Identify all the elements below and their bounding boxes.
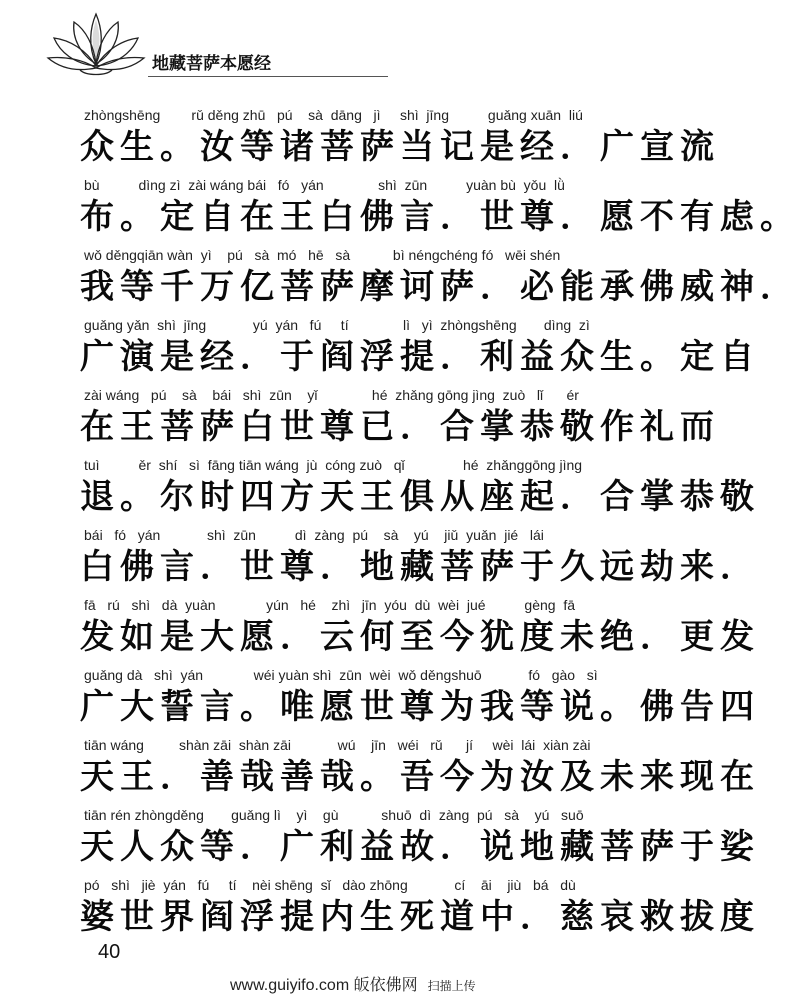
text-line xyxy=(0,244,800,314)
footer-watermark xyxy=(230,972,476,995)
chinese-line: 众生。汝等诸菩萨当记是经．广宣流 xyxy=(80,127,720,167)
chinese-line: 广演是经．于阎浮提．利益众生。定自 xyxy=(80,337,760,377)
pinyin-line: wǒ děngqiān wàn yì pú sà mó hē sà bì néngchéng fó wēi shén xyxy=(84,247,561,263)
text-line xyxy=(0,104,720,174)
chinese-line: 布。定自在王白佛言．世尊．愿不有虑。 xyxy=(80,197,800,237)
page-header xyxy=(0,0,705,90)
text-line xyxy=(0,454,760,524)
pinyin-line: zài wáng pú sà bái shì zūn yǐ hé zhǎng gōng jìng zuò lǐ ér xyxy=(84,387,579,403)
text-line xyxy=(0,314,760,384)
book-title: 地藏菩萨本愿经 xyxy=(152,54,271,74)
pinyin-line: tuì ěr shí sì fāng tiān wáng jù cóng zuò qǐ hé zhǎnggōng jìng xyxy=(84,457,583,473)
pinyin-line: zhòngshēng rǔ děng zhū pú sà dāng jì shì jīng guǎng xuān liú xyxy=(84,107,583,123)
text-line xyxy=(0,734,760,804)
pinyin-line: bù dìng zì zài wáng bái fó yán shì zūn yuàn bù yǒu lǜ xyxy=(84,177,565,193)
text-line xyxy=(0,524,760,594)
footer-upload-note: 扫描上传 xyxy=(427,979,476,993)
chinese-line: 白佛言．世尊．地藏菩萨于久远劫来． xyxy=(80,547,760,587)
pinyin-line: pó shì jiè yán fú tí nèi shēng sǐ dào zhōng cí āi jiù bá dù xyxy=(84,877,576,893)
lotus-icon xyxy=(40,6,152,82)
chinese-line: 在王菩萨白世尊已．合掌恭敬作礼而 xyxy=(80,407,720,447)
page-number: 40 xyxy=(98,941,121,963)
chinese-line: 广大誓言。唯愿世尊为我等说。佛告四 xyxy=(80,687,760,727)
text-line xyxy=(0,874,760,944)
chinese-line: 天人众等．广利益故．说地藏菩萨于娑 xyxy=(80,827,760,867)
pinyin-line: fā rú shì dà yuàn yún hé zhì jīn yóu dù wèi jué gèng fā xyxy=(84,597,576,613)
text-line xyxy=(0,664,760,734)
header-divider xyxy=(148,76,388,77)
pinyin-line: tiān rén zhòngděng guǎng lì yì gù shuō dì zàng pú sà yú suō xyxy=(84,807,584,823)
pinyin-line: guǎng dà shì yán wéi yuàn shì zūn wèi wǒ děngshuō fó gào sì xyxy=(84,667,598,683)
text-line xyxy=(0,594,760,664)
footer-site: www.guiyifo.com 皈依佛网 xyxy=(230,977,418,994)
text-line xyxy=(0,804,760,874)
chinese-line: 我等千万亿菩萨摩诃萨．必能承佛威神． xyxy=(80,267,800,307)
chinese-line: 天王．善哉善哉。吾今为汝及未来现在 xyxy=(80,757,760,797)
chinese-line: 发如是大愿．云何至今犹度未绝．更发 xyxy=(80,617,760,657)
pinyin-line: guǎng yǎn shì jīng yú yán fú tí lì yì zhòngshēng dìng zì xyxy=(84,317,590,333)
chinese-line: 退。尔时四方天王俱从座起．合掌恭敬 xyxy=(80,477,760,517)
chinese-line: 婆世界阎浮提内生死道中．慈哀救拔度 xyxy=(80,897,760,937)
pinyin-line: tiān wáng shàn zāi shàn zāi wú jīn wéi rǔ jí wèi lái xiàn zài xyxy=(84,737,591,753)
text-line xyxy=(0,384,720,454)
text-line xyxy=(0,174,800,244)
pinyin-line: bái fó yán shì zūn dì zàng pú sà yú jiǔ yuǎn jié lái xyxy=(84,527,544,543)
